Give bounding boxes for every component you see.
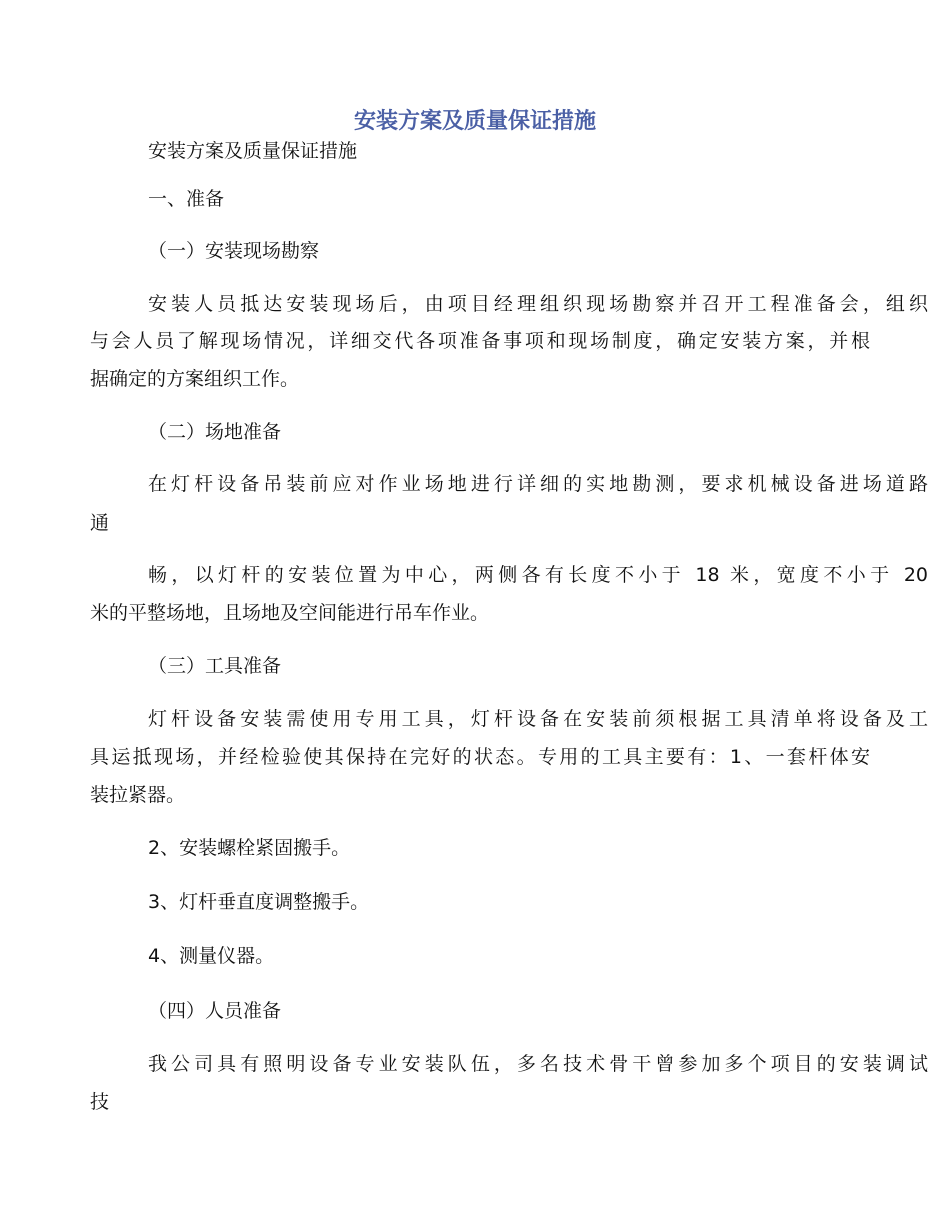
- paragraph-line: 技: [90, 1091, 110, 1113]
- section-heading: 一、准备: [148, 188, 225, 210]
- subsection-heading: （二）场地准备: [148, 421, 282, 443]
- paragraph-line: 米的平整场地，且场地及空间能进行吊车作业。: [90, 602, 490, 624]
- paragraph-line: 安装方案及质量保证措施: [148, 140, 358, 162]
- subsection-heading: （三）工具准备: [148, 655, 282, 677]
- paragraph-line: 灯杆设备安装需使用专用工具，灯杆设备在安装前须根据工具清单将设备及工: [148, 708, 928, 730]
- paragraph-line: 装拉紧器。: [90, 784, 186, 806]
- document-title: 安装方案及质量保证措施: [353, 108, 596, 134]
- list-item: 2、安装螺栓紧固搬手。: [148, 837, 351, 859]
- paragraph-line: 在灯杆设备吊装前应对作业场地进行详细的实地勘测，要求机械设备进场道路: [148, 473, 928, 495]
- paragraph-line: 畅，以灯杆的安装位置为中心，两侧各有长度不小于 18 米，宽度不小于 20: [148, 564, 928, 586]
- subsection-heading: （四）人员准备: [148, 1000, 282, 1022]
- list-item: 3、灯杆垂直度调整搬手。: [148, 891, 370, 913]
- paragraph-line: 据确定的方案组织工作。: [90, 368, 300, 390]
- list-item: 4、测量仪器。: [148, 945, 275, 967]
- paragraph-line: 通: [90, 512, 110, 534]
- paragraph-line: 我公司具有照明设备专业安装队伍，多名技术骨干曾参加多个项目的安装调试: [148, 1053, 928, 1075]
- paragraph-line: 安装人员抵达安装现场后，由项目经理组织现场勘察并召开工程准备会，组织: [148, 293, 928, 315]
- paragraph-line: 与会人员了解现场情况，详细交代各项准备事项和现场制度，确定安装方案，并根: [90, 330, 870, 352]
- paragraph-line: 具运抵现场，并经检验使其保持在完好的状态。专用的工具主要有：1、一套杆体安: [90, 746, 870, 768]
- subsection-heading: （一）安装现场勘察: [148, 240, 320, 262]
